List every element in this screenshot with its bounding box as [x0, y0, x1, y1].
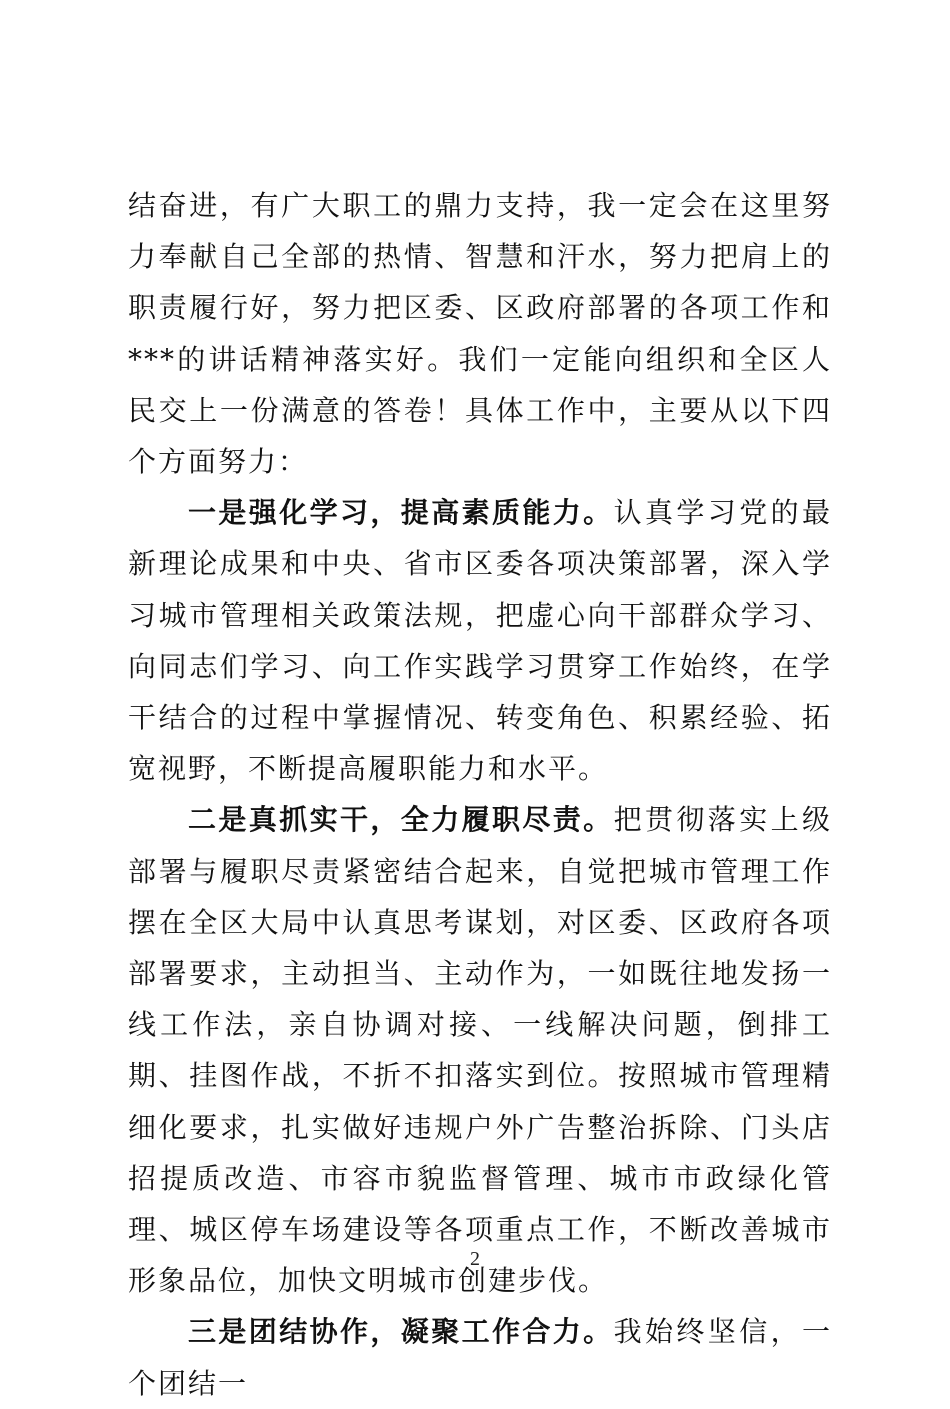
document-body — [128, 180, 832, 1409]
paragraph-1-text: 结奋进，有广大职工的鼎力支持，我一定会在这里努力奉献自己全部的热情、智慧和汗水，努力把肩上的职责履行好，努力把区委、区政府部署的各项工作和***的讲话精神落实好。我们一定能向组织和全区人民交上一份满意的答卷！具体工作中，主要从以下四个方面努力： — [128, 189, 832, 479]
paragraph-3-text: 把贯彻落实上级部署与履职尽责紧密结合起来，自觉把城市管理工作摆在全区大局中认真思考谋划，对区委、区政府各项部署要求，主动担当、主动作为，一如既往地发扬一线工作法，亲自协调对接、一线解决问题，倒排工期、挂图作战，不折不扣落实到位。按照城市管理精细化要求，扎实做好违规户外广告整治拆除、门头店招提质改造、市容市貌监督管理、城市市政绿化管理、城区停车场建设等各项重点工作，不断改善城市形象品位，加快文明城市创建步伐。 — [128, 803, 832, 1298]
paragraph-3-heading: 二是真抓实干，全力履职尽责。 — [188, 803, 614, 837]
paragraph-study — [128, 487, 832, 794]
paragraph-4-text: 我始终坚信，一个团结一 — [128, 1315, 832, 1400]
paragraph-4-heading: 三是团结协作，凝聚工作合力。 — [188, 1315, 614, 1349]
paragraph-2-text: 认真学习党的最新理论成果和中央、省市区委各项决策部署，深入学习城市管理相关政策法规，把虚心向干部群众学习、向同志们学习、向工作实践学习贯穿工作始终，在学干结合的过程中掌握情况、转变角色、积累经验、拓宽视野，不断提高履职能力和水平。 — [128, 496, 832, 786]
paragraph-unity — [128, 1306, 832, 1408]
paragraph-duty — [128, 794, 832, 1306]
paragraph-2-heading: 一是强化学习，提高素质能力。 — [188, 496, 614, 530]
paragraph-continuation — [128, 180, 832, 487]
page-number: 2 — [470, 1248, 480, 1270]
